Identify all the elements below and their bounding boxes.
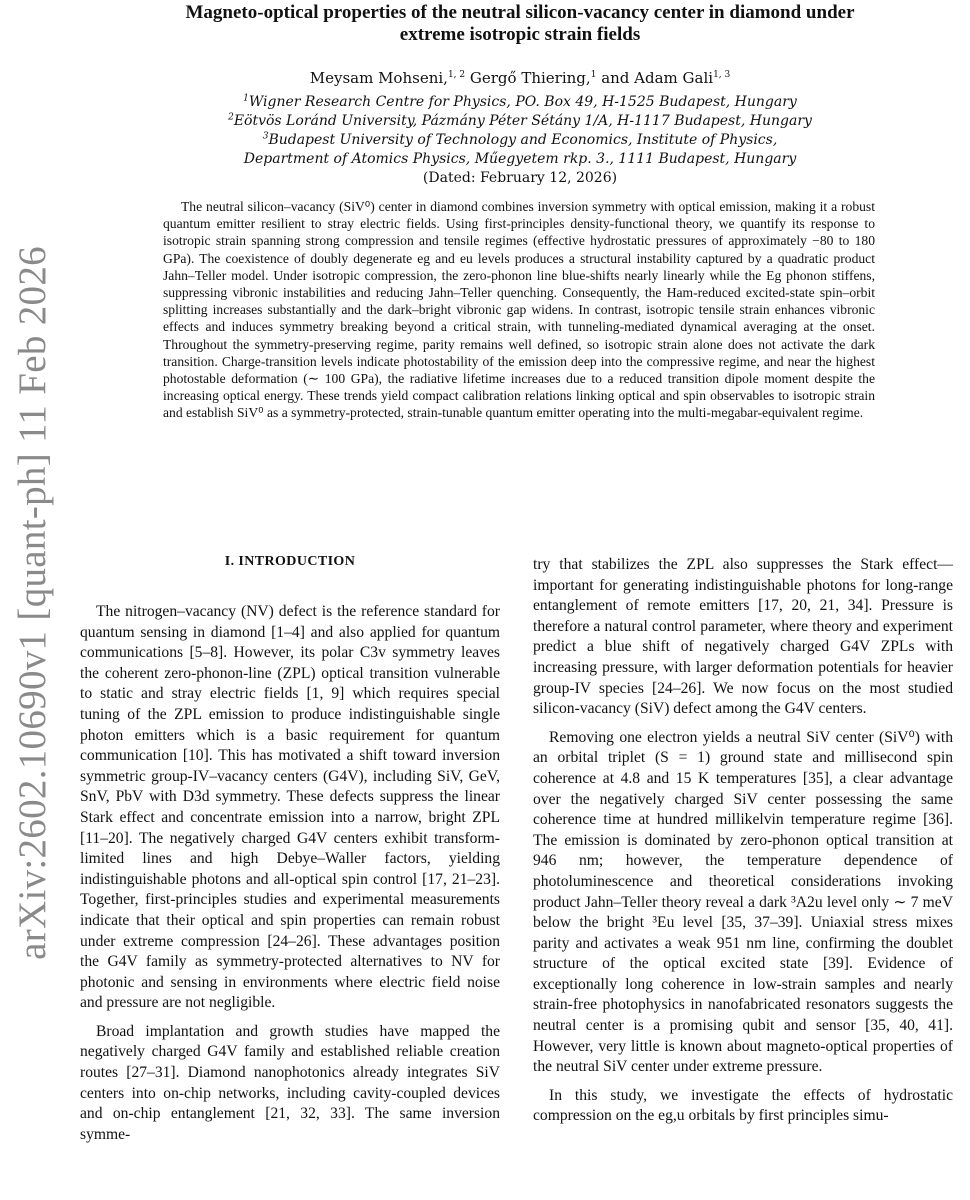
author-list <box>80 68 960 88</box>
left-column <box>80 552 500 1153</box>
author-1-affil: 1, 2 <box>447 70 466 80</box>
author-2-affil: 1 <box>590 70 597 80</box>
abstract-text: The neutral silicon–vacancy (SiV⁰) center in diamond combines inversion symmetry with optical emission, making it a robust quantum emitter resilient to stray electric fields. Using first-principles density-functional theory, we quantify its response to isotropic strain spanning strong compression and tensile regimes (effective hydrostatic pressures of approximately −80 to 180 GPa). The coexistence of doubly degenerate eg and eu levels produces a structural instability captured by a quadratic product Jahn–Teller model. Under isotropic compression, the zero-phonon line blue-shifts nearly linearly while the Eg phonon stiffens, suppressing vibronic instabilities and reducing Jahn–Teller quenching. Consequently, the Ham-reduced excited-state spin–orbit splitting increases substantially and the dark–bright vibronic gap widens. In contrast, isotropic tensile strain enhances vibronic effects and induces symmetry breaking beyond a critical strain, with tunneling-mediated dynamical averaging at the onset. Throughout the symmetry-preserving regime, parity remains well defined, so isotropic strain alone does not activate the dark transition. Charge-transition levels indicate photostability of the emission deep into the compressive regime, and near the highest photostable deformation (∼ 100 GPa), the radiative lifetime increases due to a reduced transition dipole moment despite the increasing optical energy. These trends yield compact calibration relations linking optical and spin observables to isotropic strain and establish SiV⁰ as a symmetry-protected, strain-tunable quantum emitter operating into the multi-megabar-equivalent regime. <box>163 199 875 421</box>
affiliation-3-cont: Department of Atomics Physics, Műegyetem rkp. 3., 1111 Budapest, Hungary <box>243 151 797 167</box>
intro-paragraph-2-cont: try that stabilizes the ZPL also suppresses the Stark effect—important for generating indistinguishable photons for long-range entanglement of remote emitters [17, 20, 21, 34]. Pressure is therefore a natural control parameter, where theory and experiment predict a blue shift of negatively charged G4V ZPLs with increasing pressure, with larger deformation potentials for heavier group-IV species [24–26]. We now focus on the most studied silicon-vacancy (SiV) defect among the G4V centers. <box>533 556 953 718</box>
affiliation-1: Wigner Research Centre for Physics, PO. Box 49, H-1525 Budapest, Hungary <box>248 94 797 110</box>
intro-paragraph-2: Broad implantation and growth studies have mapped the negatively charged G4V family and established reliable creation routes [27–31]. Diamond nanophotonics already integrates SiV centers into on-chip networks, including cavity-coupled devices and on-chip entanglement [21, 32, 33]. The same inversion symme- <box>80 1022 500 1143</box>
author-1: Meysam Mohseni, <box>309 69 448 87</box>
affil-2-marker: 2 <box>228 112 234 123</box>
author-3: and Adam Gali <box>601 69 714 87</box>
title-line-2: extreme isotropic strain fields <box>399 24 641 45</box>
affiliations <box>80 93 960 188</box>
date-line: (Dated: February 12, 2026) <box>422 170 618 186</box>
section-heading-introduction: I. INTRODUCTION <box>224 554 356 569</box>
affiliation-2: Eötvös Loránd University, Pázmány Péter Sétány 1/A, H-1117 Budapest, Hungary <box>233 113 812 129</box>
paper-title <box>80 2 960 46</box>
affiliation-3: Budapest University of Technology and Economics, Institute of Physics, <box>268 132 778 148</box>
affil-3-marker: 3 <box>262 131 269 142</box>
right-column <box>533 555 953 1135</box>
author-2: Gergő Thiering, <box>469 69 591 87</box>
author-3-affil: 1, 3 <box>713 70 731 80</box>
affil-1-marker: 1 <box>243 93 249 104</box>
intro-paragraph-3: Removing one electron yields a neutral SiV center (SiV⁰) with an orbital triplet (S = 1) ground state and millisecond spin coherence at 4.8 and 15 K temperatures [35], a clear advantage over the negatively charged SiV center possessing the same coherence time at hundred millikelvin temperature regime [36]. The emission is dominated by zero-phonon optical transition at 946 nm; however, the temperature dependence of photoluminescence and theoretical considerations invoking product Jahn–Teller theory reveal a dark ³A2u level only ∼ 7 meV below the bright ³Eu level [35, 37–39]. Uniaxial stress mixes parity and activates a weak 951 nm line, confirming the doublet structure of the optical excited state [39]. Evidence of exceptionally long coherence in low-strain samples and nearly strain-free photophysics in nanofabricated resonators suggests the neutral center is a promising qubit and sensor [35, 40, 41]. However, very little is known about magneto-optical properties of the neutral SiV center under extreme pressure. <box>533 728 953 1076</box>
arxiv-identifier-stamp: arXiv:2602.10690v1 [quant-ph] 11 Feb 2026 <box>11 246 54 960</box>
title-line-1: Magneto-optical properties of the neutral silicon-vacancy center in diamond under <box>185 2 855 23</box>
abstract <box>163 198 875 422</box>
intro-paragraph-4: In this study, we investigate the effects of hydrostatic compression on the eg,u orbitals by first principles simu- <box>533 1086 953 1125</box>
intro-paragraph-1: The nitrogen–vacancy (NV) defect is the reference standard for quantum sensing in diamond [1–4] and also applied for quantum communications [5–8]. However, its polar C3v symmetry leaves the coherent zero-phonon-line (ZPL) optical transition vulnerable to static and stray electric fields [1, 9] which requires special tuning of the ZPL emission to produce indistinguishable single photon emitters which is a basic requirement for quantum communication [10]. This has motivated a shift toward inversion symmetric group-IV–vacancy centers (G4V), including SiV, GeV, SnV, PbV with D3d symmetry. These defects suppress the linear Stark effect and concentrate emission into a narrow, bright ZPL [11–20]. The negatively charged G4V centers exhibit transform-limited lines and high Debye–Waller factors, yielding indistinguishable photons and all-optical spin control [17, 21–23]. Together, first-principles studies and experimental measurements indicate that their optical and spin properties can remain robust under extreme compression [24–26]. These advantages position the G4V family as symmetry-protected alternatives to NV for photonic and sensing in environments where electric field noise and pressure are not negligible. <box>80 603 500 1012</box>
